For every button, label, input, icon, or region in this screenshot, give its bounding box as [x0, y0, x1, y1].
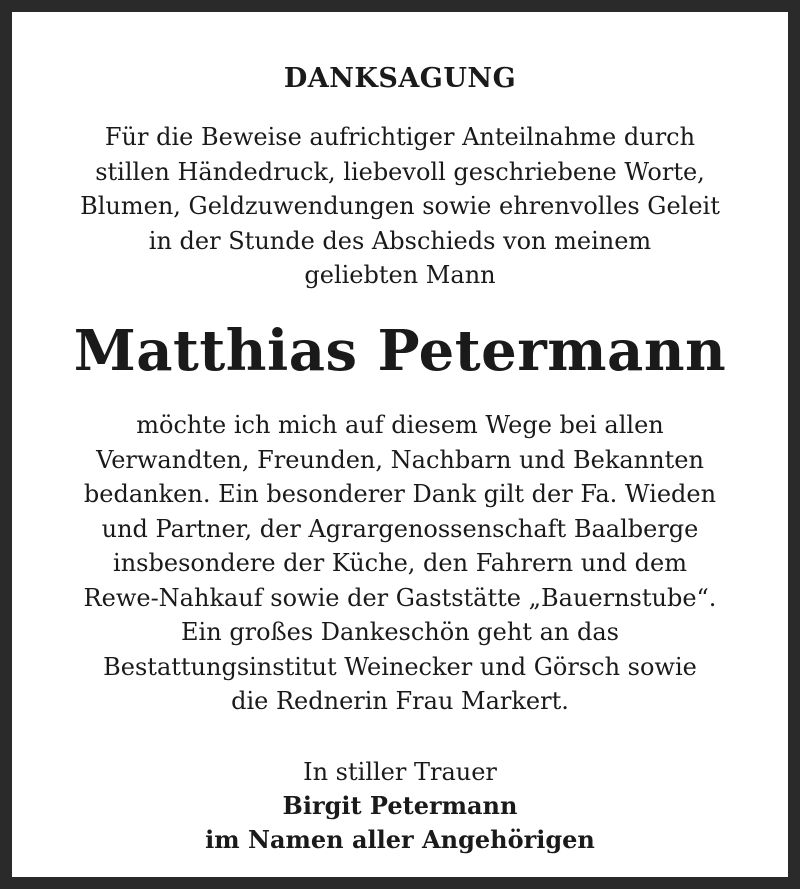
notice-content — [24, 24, 776, 865]
thanks-line: Verwandten, Freunden, Nachbarn und Bekannten — [96, 445, 704, 474]
thanks-line: möchte ich mich auf diesem Wege bei allen — [136, 411, 664, 439]
closing-block — [24, 755, 776, 857]
thanks-line: und Partner, der Agrargenossenschaft Baalberge — [101, 514, 699, 543]
intro-paragraph — [24, 120, 776, 293]
signer-name: Birgit Petermann — [282, 791, 518, 820]
intro-line: stillen Händedruck, liebevoll geschriebene Worte, — [95, 157, 705, 186]
thanks-line: insbesondere der Küche, den Fahrern und dem — [113, 549, 687, 577]
deceased-name: Matthias Petermann — [73, 318, 727, 384]
mourning-phrase: In stiller Trauer — [303, 758, 497, 786]
intro-line: geliebten Mann — [304, 261, 496, 289]
thanks-line: Rewe-Nahkauf sowie der Gaststätte „Bauernstube“. — [83, 583, 717, 612]
thanks-line: die Rednerin Frau Markert. — [231, 687, 569, 715]
thanks-line: bedanken. Ein besonderer Dank gilt der Fa. Wieden — [83, 480, 717, 508]
thanks-line: Ein großes Dankeschön geht an das — [181, 618, 619, 646]
notice-heading: DANKSAGUNG — [283, 63, 517, 94]
intro-line: Für die Beweise aufrichtiger Anteilnahme durch — [104, 123, 696, 151]
intro-line: Blumen, Geldzuwendungen sowie ehrenvolles Geleit — [80, 192, 720, 220]
family-line: im Namen aller Angehörigen — [205, 825, 595, 854]
intro-line: in der Stunde des Abschieds von meinem — [148, 226, 652, 255]
thanks-paragraph — [24, 408, 776, 719]
thanks-line: Bestattungsinstitut Weinecker und Görsch sowie — [103, 652, 697, 681]
